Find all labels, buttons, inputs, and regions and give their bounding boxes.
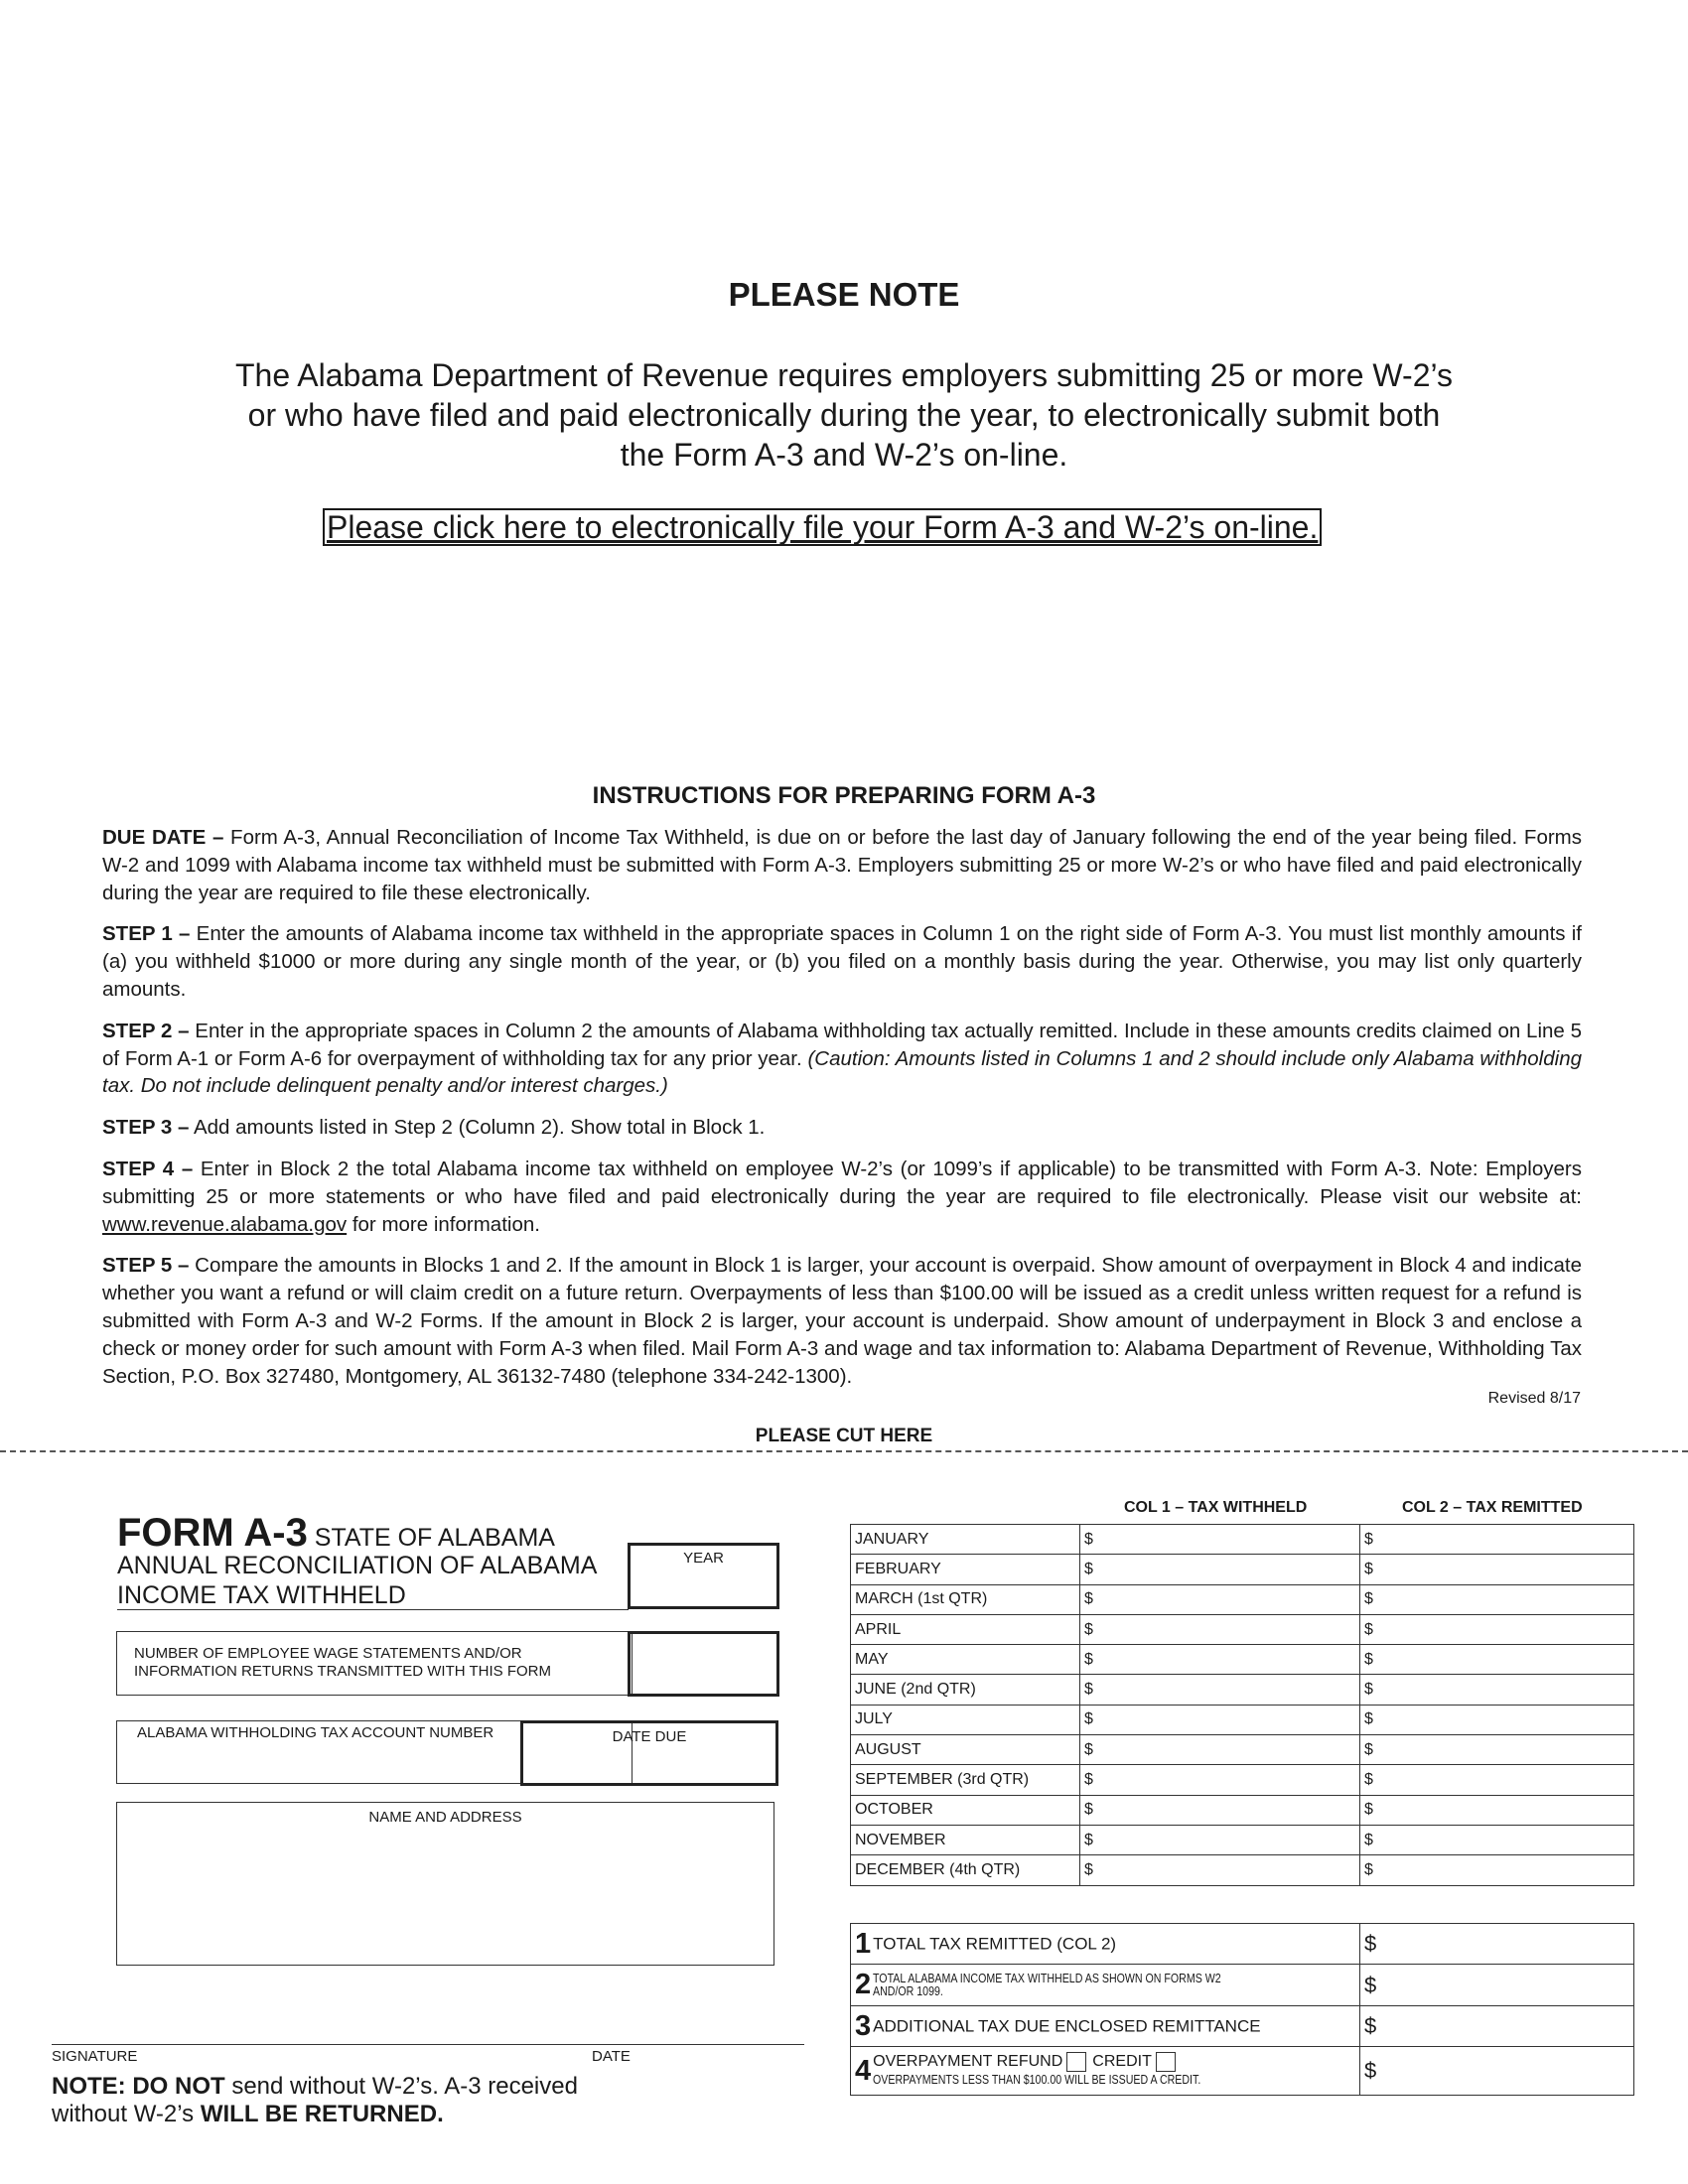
- block-4-field[interactable]: [1360, 2047, 1634, 2096]
- month-row: [851, 1705, 1634, 1734]
- step-2-caution: (Caution: Amounts listed in Columns 1 and 2 should include only Alabama withholding tax. Do not include delinquent penalty and/or interest charges.): [102, 1046, 1582, 1098]
- month-label: MARCH (1st QTR): [851, 1584, 1080, 1614]
- month-row: [851, 1675, 1634, 1705]
- currency-sign: $: [1084, 1771, 1093, 1789]
- col2-tax-remitted-field[interactable]: [1360, 1735, 1634, 1765]
- col1-tax-withheld-field[interactable]: [1080, 1705, 1360, 1734]
- month-row: [851, 1645, 1634, 1675]
- currency-sign: $: [1364, 1972, 1377, 1997]
- step-4-paragraph: [102, 1156, 1582, 1238]
- col1-header: COL 1 – TAX WITHHELD: [1124, 1499, 1308, 1516]
- col1-tax-withheld-field[interactable]: [1080, 1825, 1360, 1854]
- block-1-row: [851, 1924, 1634, 1965]
- account-number-label: ALABAMA WITHHOLDING TAX ACCOUNT NUMBER: [137, 1724, 494, 1741]
- month-row: [851, 1825, 1634, 1854]
- title-rule: [117, 1609, 629, 1610]
- month-label: JANUARY: [851, 1525, 1080, 1555]
- wage-statements-count-field[interactable]: [628, 1631, 779, 1697]
- signature-label: SIGNATURE: [52, 2048, 138, 2065]
- month-label: APRIL: [851, 1614, 1080, 1644]
- col2-tax-remitted-field[interactable]: [1360, 1645, 1634, 1675]
- refund-checkbox[interactable]: [1066, 2052, 1086, 2072]
- currency-sign: $: [1084, 1710, 1093, 1728]
- block-1-label: TOTAL TAX REMITTED (COL 2): [873, 1934, 1117, 1953]
- currency-sign: $: [1084, 1740, 1093, 1758]
- month-row: [851, 1525, 1634, 1555]
- col1-tax-withheld-field[interactable]: [1080, 1795, 1360, 1825]
- currency-sign: $: [1364, 1560, 1373, 1577]
- block-1-label-cell: [851, 1924, 1360, 1965]
- col1-tax-withheld-field[interactable]: [1080, 1584, 1360, 1614]
- month-row: [851, 1765, 1634, 1795]
- currency-sign: $: [1084, 1650, 1093, 1668]
- note-bold: WILL BE RETURNED.: [200, 2101, 444, 2127]
- month-row: [851, 1614, 1634, 1644]
- form-subtitle: [117, 1551, 624, 1610]
- col1-tax-withheld-field[interactable]: [1080, 1645, 1360, 1675]
- currency-sign: $: [1084, 1620, 1093, 1638]
- col2-tax-remitted-field[interactable]: [1360, 1705, 1634, 1734]
- month-label: MAY: [851, 1645, 1080, 1675]
- instructions-title: INSTRUCTIONS FOR PREPARING FORM A-3: [592, 782, 1096, 809]
- step-1-label: STEP 1 –: [102, 922, 191, 946]
- month-row: [851, 1795, 1634, 1825]
- col2-tax-remitted-field[interactable]: [1360, 1855, 1634, 1885]
- block-3-row: [851, 2006, 1634, 2047]
- block-3-label-cell: [851, 2006, 1360, 2047]
- month-label: FEBRUARY: [851, 1555, 1080, 1584]
- col2-tax-remitted-field[interactable]: [1360, 1614, 1634, 1644]
- currency-sign: $: [1364, 1801, 1373, 1819]
- block-4-row: [851, 2047, 1634, 2096]
- currency-sign: $: [1364, 1710, 1373, 1728]
- block-4-label-cell: [851, 2047, 1360, 2096]
- block-2-number: 2: [855, 1969, 872, 2000]
- step-2-text: Enter in the appropriate spaces in Column 2 the amounts of Alabama withholding tax actually remitted. Include in these amounts credits claimed on Line 5 of Form A-1 or Form A-6 for overpayment of withholding tax for any prior year.: [102, 1019, 1582, 1070]
- month-row: [851, 1735, 1634, 1765]
- efile-link[interactable]: Please click here to electronically file your Form A-3 and W-2’s on-line.: [323, 508, 1322, 546]
- notice-title: PLEASE NOTE: [728, 276, 960, 313]
- currency-sign: $: [1364, 1931, 1377, 1956]
- month-label: SEPTEMBER (3rd QTR): [851, 1765, 1080, 1795]
- col1-tax-withheld-field[interactable]: [1080, 1675, 1360, 1705]
- month-label: DECEMBER (4th QTR): [851, 1855, 1080, 1885]
- note-text: without W-2’s: [52, 2101, 201, 2127]
- currency-sign: $: [1364, 1650, 1373, 1668]
- month-row: [851, 1555, 1634, 1584]
- month-row: [851, 1855, 1634, 1885]
- currency-sign: $: [1084, 1560, 1093, 1577]
- step-5-text: Compare the amounts in Blocks 1 and 2. If the amount in Block 1 is larger, your account is overpaid. Show amount of overpayment in Block 4 and indicate whether you want a refund or will claim credit on a future return. Overpayments of less than $100.00 will be issued as a credit unless written request for a refund is submitted with Form A-3 and W-2 Forms. If the amount in Block 2 is larger, your account is underpaid. Show amount of underpayment in Block 3 and enclose a check or money order for such amount with Form A-3 when filed. Mail Form A-3 and wage and tax information to: Alabama Department of Revenue, Withholding Tax Section, P.O. Box 327480, Montgomery, AL 36132-7480 (telephone 334-242-1300).: [102, 1254, 1582, 1388]
- credit-label: CREDIT: [1092, 2053, 1152, 2071]
- form-name: FORM A-3: [117, 1511, 308, 1555]
- step-3-text: Add amounts listed in Step 2 (Column 2). Show total in Block 1.: [189, 1116, 766, 1140]
- currency-sign: $: [1364, 1771, 1373, 1789]
- website-link[interactable]: www.revenue.alabama.gov: [102, 1212, 348, 1236]
- notice-line: the Form A-3 and W-2’s on-line.: [620, 437, 1068, 473]
- year-field[interactable]: [628, 1543, 779, 1609]
- currency-sign: $: [1364, 1860, 1373, 1878]
- block-3-label: ADDITIONAL TAX DUE ENCLOSED REMITTANCE: [873, 2016, 1261, 2035]
- col2-tax-remitted-field[interactable]: [1360, 1795, 1634, 1825]
- wage-statements-label: NUMBER OF EMPLOYEE WAGE STATEMENTS AND/OR INFORMATION RETURNS TRANSMITTED WITH THIS FORM: [134, 1645, 551, 1680]
- month-label: AUGUST: [851, 1735, 1080, 1765]
- date-due-label: DATE DUE: [612, 1728, 687, 1745]
- totals-table: [850, 1923, 1634, 2096]
- step-1-paragraph: [102, 920, 1582, 1003]
- note: [52, 2073, 578, 2128]
- name-address-label: NAME AND ADDRESS: [368, 1809, 522, 1826]
- form-heading: [117, 1511, 555, 1556]
- date-label: DATE: [592, 2048, 631, 2065]
- block-3-number: 3: [855, 2009, 872, 2042]
- step-1-text: Enter the amounts of Alabama income tax withheld in the appropriate spaces in Column 1 on the right side of Form A-3. You must list monthly amounts if (a) you withheld $1000 or more during any single month of the year, or (b) you filed on a monthly basis during the year. Otherwise, you may list only quarterly amounts.: [102, 922, 1583, 1001]
- step-5-label: STEP 5 –: [102, 1254, 190, 1278]
- month-label: JUNE (2nd QTR): [851, 1675, 1080, 1705]
- currency-sign: $: [1084, 1590, 1093, 1608]
- form-subtitle-line: ANNUAL RECONCILIATION OF ALABAMA: [117, 1552, 598, 1579]
- currency-sign: $: [1364, 2013, 1377, 2038]
- step-2-label: STEP 2 –: [102, 1019, 190, 1042]
- col2-header: COL 2 – TAX REMITTED: [1402, 1499, 1583, 1516]
- currency-sign: $: [1364, 1590, 1373, 1608]
- block-4-content: [873, 2052, 1259, 2090]
- col2-tax-remitted-field[interactable]: [1360, 1765, 1634, 1795]
- block-1-number: 1: [855, 1927, 872, 1960]
- step-4-text: Enter in Block 2 the total Alabama income tax withheld on employee W-2’s (or 1099’s if applicable) to be transmitted with Form A-3. Note: Employers submitting 25 or more statements or who have filed and paid electronically during the year are required to file electronically. Please visit our website at:: [102, 1157, 1582, 1208]
- currency-sign: $: [1084, 1831, 1093, 1848]
- block-4-note: OVERPAYMENTS LESS THAN $100.00 WILL BE ISSUED A CREDIT.: [873, 2073, 1201, 2088]
- currency-sign: $: [1084, 1801, 1093, 1819]
- currency-sign: $: [1084, 1681, 1093, 1699]
- currency-sign: $: [1364, 1681, 1373, 1699]
- due-date-text: Form A-3, Annual Reconciliation of Income Tax Withheld, is due on or before the last day of January following the end of the year being filed. Forms W-2 and 1099 with Alabama income tax withheld must be submitted with Form A-3. Employers submitting 25 or more W-2’s or who have filed and paid electronically during the year are required to file these electronically.: [102, 826, 1583, 904]
- step-4-tail: for more information.: [347, 1212, 540, 1236]
- step-5-paragraph: [102, 1252, 1582, 1390]
- wage-statements-box: [116, 1631, 633, 1696]
- col1-tax-withheld-field[interactable]: [1080, 1765, 1360, 1795]
- step-2-paragraph: [102, 1018, 1582, 1100]
- currency-sign: $: [1364, 1740, 1373, 1758]
- due-date-label: DUE DATE –: [102, 826, 224, 849]
- note-bold: NOTE: DO NOT: [52, 2073, 225, 2100]
- currency-sign: $: [1084, 1860, 1093, 1878]
- currency-sign: $: [1364, 2058, 1377, 2083]
- revised-date: Revised 8/17: [1487, 1390, 1581, 1407]
- monthly-table: [850, 1524, 1634, 1886]
- note-text: send without W-2’s. A-3 received: [224, 2073, 578, 2100]
- month-label: OCTOBER: [851, 1795, 1080, 1825]
- refund-label: OVERPAYMENT REFUND: [873, 2053, 1063, 2071]
- col1-tax-withheld-field[interactable]: [1080, 1735, 1360, 1765]
- block-2-label-cell: [851, 1965, 1360, 2006]
- date-due-field[interactable]: [520, 1720, 778, 1786]
- instructions-body: [102, 824, 1582, 1404]
- col1-tax-withheld-field[interactable]: [1080, 1614, 1360, 1644]
- block-1-field[interactable]: [1360, 1924, 1634, 1965]
- currency-sign: $: [1364, 1831, 1373, 1848]
- step-3-label: STEP 3 –: [102, 1116, 190, 1140]
- col1-tax-withheld-field[interactable]: [1080, 1525, 1360, 1555]
- col2-tax-remitted-field[interactable]: [1360, 1825, 1634, 1854]
- month-row: [851, 1584, 1634, 1614]
- month-label: JULY: [851, 1705, 1080, 1734]
- block-2-field[interactable]: [1360, 1965, 1634, 2006]
- block-4-number: 4: [855, 2054, 872, 2087]
- currency-sign: $: [1364, 1620, 1373, 1638]
- step-3-paragraph: [102, 1114, 1582, 1142]
- block-2-label: TOTAL ALABAMA INCOME TAX WITHHELD AS SHOWN ON FORMS W2 AND/OR 1099.: [873, 1971, 1221, 1998]
- notice-line: The Alabama Department of Revenue requires employers submitting 25 or more W-2’s: [234, 357, 1454, 393]
- notice-body: [149, 355, 1539, 475]
- currency-sign: $: [1084, 1530, 1093, 1548]
- currency-sign: $: [1364, 1530, 1373, 1548]
- year-label: YEAR: [683, 1550, 724, 1567]
- col1-tax-withheld-field[interactable]: [1080, 1855, 1360, 1885]
- col2-tax-remitted-field[interactable]: [1360, 1675, 1634, 1705]
- cut-line: [0, 1450, 1688, 1452]
- form-state: STATE OF ALABAMA: [307, 1524, 555, 1552]
- block-2-row: [851, 1965, 1634, 2006]
- month-label: NOVEMBER: [851, 1825, 1080, 1854]
- cut-label: PLEASE CUT HERE: [755, 1426, 933, 1446]
- credit-checkbox[interactable]: [1156, 2052, 1176, 2072]
- due-date-paragraph: [102, 824, 1582, 906]
- form-subtitle-line: INCOME TAX WITHHELD: [117, 1581, 406, 1609]
- signature-line[interactable]: [52, 2044, 804, 2045]
- notice-line: or who have filed and paid electronically during the year, to electronically submit both: [247, 397, 1441, 433]
- col2-tax-remitted-field[interactable]: [1360, 1584, 1634, 1614]
- col2-tax-remitted-field[interactable]: [1360, 1525, 1634, 1555]
- col2-tax-remitted-field[interactable]: [1360, 1555, 1634, 1584]
- block-3-field[interactable]: [1360, 2006, 1634, 2047]
- col1-tax-withheld-field[interactable]: [1080, 1555, 1360, 1584]
- step-4-label: STEP 4 –: [102, 1157, 194, 1180]
- name-address-field[interactable]: [116, 1802, 774, 1966]
